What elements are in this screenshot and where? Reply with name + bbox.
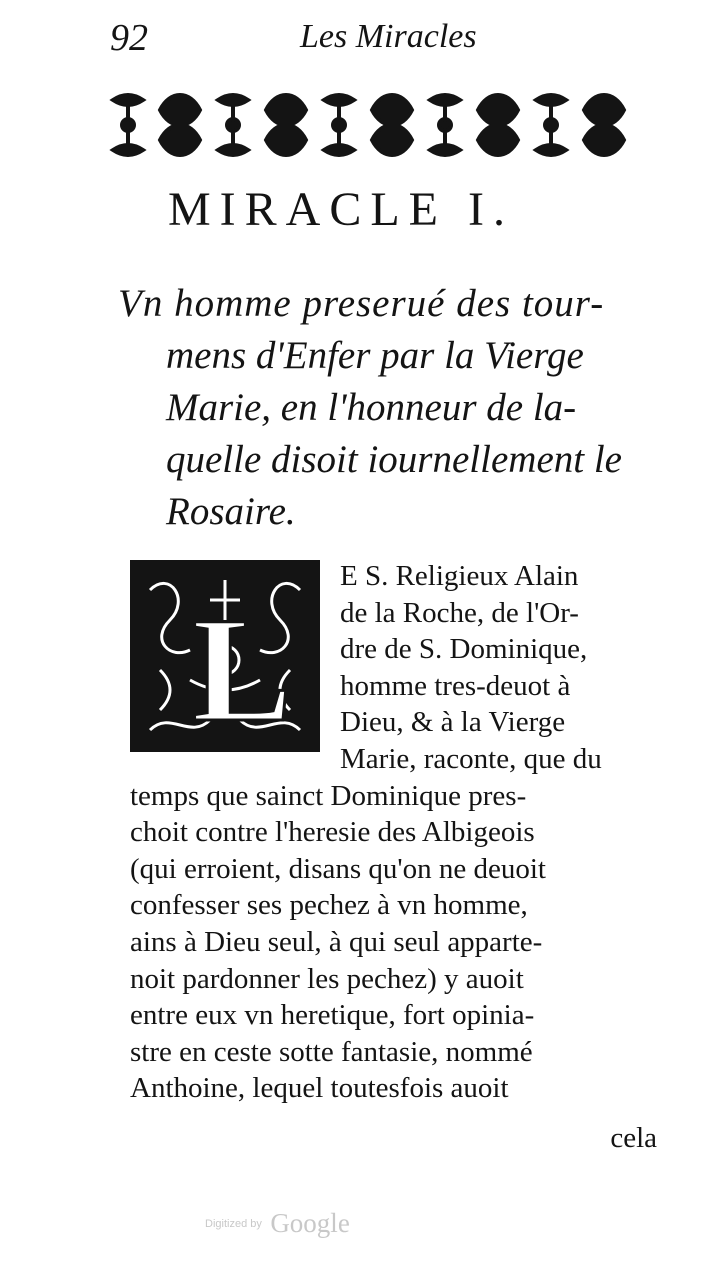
chapter-title: MIRACLE I.: [168, 183, 514, 236]
running-head: Les Miracles: [300, 18, 477, 55]
body-line: homme tres-deuot à: [340, 669, 571, 702]
body-line: de la Roche, de l'Or-: [340, 596, 579, 629]
body-line: Anthoine, lequel toutesfois auoit: [130, 1072, 509, 1105]
digitized-prefix: Digitized by: [205, 1217, 262, 1230]
body-line: ains à Dieu seul, à qui seul apparte-: [130, 926, 543, 958]
body-line: choit contre l'heresie des Albigeois: [130, 816, 535, 849]
body-line: Dieu, & à la Vierge: [340, 706, 566, 739]
summary-line: mens d'Enfer par la Vierge: [166, 334, 584, 377]
catchword: cela: [610, 1122, 657, 1154]
body-line: entre eux vn heretique, fort opinia-: [130, 999, 535, 1032]
page-number: 92: [110, 17, 148, 59]
body-line: dre de S. Dominique,: [340, 633, 588, 666]
digitizer-logo: Google: [270, 1208, 350, 1238]
dropcap-letter: L: [192, 587, 293, 752]
summary-line: quelle disoit iournellement le: [166, 438, 622, 481]
summary-line: Rosaire.: [166, 490, 296, 533]
headpiece-ornament: [98, 84, 658, 166]
body-line: (qui erroient, disans qu'on ne deuoit: [130, 852, 546, 885]
decorated-initial: [130, 560, 320, 752]
body-line: temps que sainct Dominique pres-: [130, 779, 527, 812]
summary-line: Vn homme preserué des tour-: [118, 282, 605, 325]
body-line: confesser ses pechez à vn homme,: [130, 889, 528, 922]
digitization-watermark: [205, 1208, 350, 1239]
summary-line: Marie, en l'honneur de la-: [166, 386, 577, 429]
body-line: E S. Religieux Alain: [340, 560, 579, 592]
body-line: noit pardonner les pechez) y auoit: [130, 962, 524, 995]
body-line: stre en ceste sotte fantasie, nommé: [130, 1035, 533, 1068]
page-header: [110, 16, 650, 68]
chapter-summary: [118, 278, 678, 538]
body-line: Marie, raconte, que du: [340, 743, 602, 775]
